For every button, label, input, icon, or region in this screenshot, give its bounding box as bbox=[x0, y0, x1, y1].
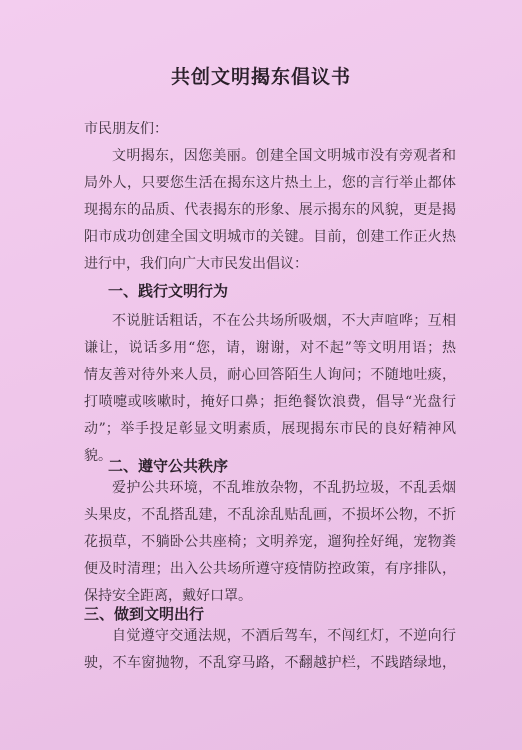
intro-line: 现揭东的品质、代表揭东的形象、展示揭东的风貌，更是揭 bbox=[84, 202, 456, 218]
section-line: 貌。 bbox=[84, 448, 112, 464]
section-paragraph-2 bbox=[84, 475, 456, 610]
section-line: 头果皮，不乱搭乱建，不乱涂乱贴乱画，不损坏公物，不折 bbox=[84, 507, 456, 523]
salutation: 市民朋友们： bbox=[84, 121, 168, 137]
intro-line: 局外人，只要您生活在揭东这片热土上，您的言行举止都体 bbox=[84, 175, 456, 191]
section-line: 动”；举手投足彰显文明素质，展现揭东市民的良好精神风 bbox=[84, 421, 456, 437]
section-line: 情友善对待外来人员，耐心回答陌生人询问；不随地吐痰， bbox=[84, 367, 456, 383]
intro-line: 文明揭东，因您美丽。创建全国文明城市没有旁观者和 bbox=[112, 148, 456, 164]
section-line: 爱护公共环境，不乱堆放杂物，不乱扔垃圾，不乱丢烟 bbox=[112, 480, 456, 496]
section-line: 驶，不车窗抛物，不乱穿马路，不翻越护栏，不践踏绿地， bbox=[84, 655, 456, 671]
intro-line: 阳市成功创建全国文明城市的关键。目前，创建工作正火热 bbox=[84, 229, 456, 245]
intro-line: 进行中，我们向广大市民发出倡议： bbox=[84, 256, 308, 272]
section-line: 保持安全距离，戴好口罩。 bbox=[84, 588, 252, 604]
intro-paragraph bbox=[84, 143, 456, 278]
section-paragraph-3 bbox=[84, 623, 456, 677]
section-paragraph-1 bbox=[84, 308, 456, 470]
section-line: 打喷嚏或咳嗽时，掩好口鼻；拒绝餐饮浪费，倡导“光盘行 bbox=[84, 394, 456, 410]
page-title: 共创文明揭东倡议书 bbox=[170, 66, 351, 88]
section-line: 谦让，说话多用“您，请，谢谢，对不起”等文明用语；热 bbox=[84, 340, 456, 356]
section-heading-1: 一、践行文明行为 bbox=[108, 282, 229, 300]
section-heading-2: 二、遵守公共秩序 bbox=[108, 457, 229, 475]
section-heading-3: 三、做到文明出行 bbox=[84, 605, 205, 623]
section-line: 不说脏话粗话，不在公共场所吸烟，不大声喧哗；互相 bbox=[112, 313, 456, 329]
section-line: 花损草，不躺卧公共座椅；文明养宠，遛狗拴好绳，宠物粪 bbox=[84, 534, 456, 550]
section-line: 自觉遵守交通法规，不酒后驾车，不闯红灯，不逆向行 bbox=[112, 628, 456, 644]
section-line: 便及时清理；出入公共场所遵守疫情防控政策，有序排队， bbox=[84, 561, 456, 577]
